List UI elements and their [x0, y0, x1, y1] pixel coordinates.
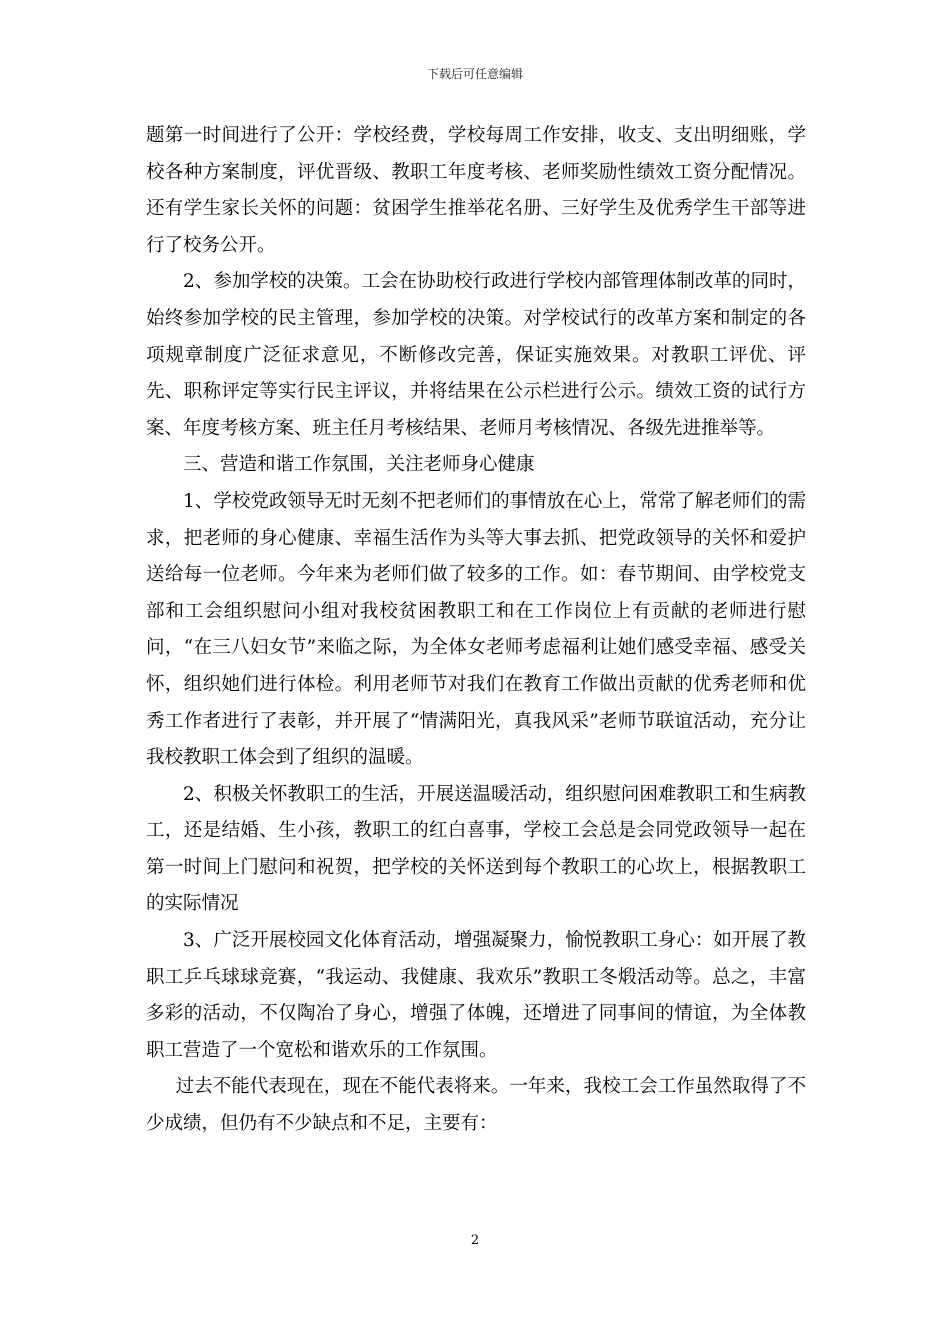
paragraph-warmth-activities: 2、积极关怀教职工的生活，开展送温暖活动，组织慰问困难教职工和生病教工，还是结婚、生小孩，教职工的红白喜事，学校工会总是会同党政领导一起在第一时间上门慰问和祝贺，把学校的关怀送到每个教职工的心坎上，根据教职工的实际情况: [146, 783, 806, 915]
paragraph-decision: 2、参加学校的决策。工会在协助校行政进行学校内部管理体制改革的同时，始终参加学校的民主管理，参加学校的决策。对学校试行的改革方案和制定的各项规章制度广泛征求意见，不断修改完善，保证实施效果。对教职工评优、评先、职称评定等实行民主评议，并将结果在公示栏进行公示。绩效工资的试行方案、年度考核方案、班主任月考核结果、老师月考核情况、各级先进推举等。: [146, 271, 806, 439]
paragraph-care-teachers: 1、学校党政领导无时无刻不把老师们的事情放在心上，常常了解老师们的需求，把老师的身心健康、幸福生活作为头等大事去抓、把党政领导的关怀和爱护送给每一位老师。今年来为老师们做了较多的工作。如：春节期间、由学校党支部和工会组织慰问小组对我校贫困教职工和在工作岗位上有贡献的老师进行慰问，“在三八妇女节”来临之际，为全体女老师考虑福利让她们感受幸福、感受关怀，组织她们进行体检。利用老师节对我们在教育工作做出贡献的优秀老师和优秀工作者进行了表彰，并开展了“情满阳光，真我风采”老师节联谊活动，充分让我校教职工体会到了组织的温暖。: [146, 490, 806, 769]
page-header: 下载后可任意编辑: [426, 67, 523, 81]
paragraph-continuation: 题第一时间进行了公开：学校经费，学校每周工作安排，收支、支出明细账，学校各种方案制度，评优晋级、教职工年度考核、老师奖励性绩效工资分配情况。还有学生家长关怀的问题：贫困学生推举花名册、三好学生及优秀学生干部等进行了校务公开。: [146, 125, 806, 256]
paragraph-shortcomings-intro: 过去不能代表现在，现在不能代表将来。一年来，我校工会工作虽然取得了不少成绩，但仍有不少缺点和不足，主要有：: [146, 1076, 806, 1135]
page-number: 2: [470, 1233, 480, 1248]
document-body: [146, 118, 806, 1143]
section-heading-three: 三、营造和谐工作氛围，关注老师身心健康: [183, 454, 535, 476]
paragraph-culture-sports: 3、广泛开展校园文化体育活动，增强凝聚力，愉悦教职工身心：如开展了教职工乒乓球球竞赛，“我运动、我健康、我欢乐”教职工冬煅活动等。总之，丰富多彩的活动，不仅陶冶了身心，增强了体魄，还增进了同事间的情谊，为全体教职工营造了一个宽松和谐欢乐的工作氛围。: [146, 930, 806, 1061]
